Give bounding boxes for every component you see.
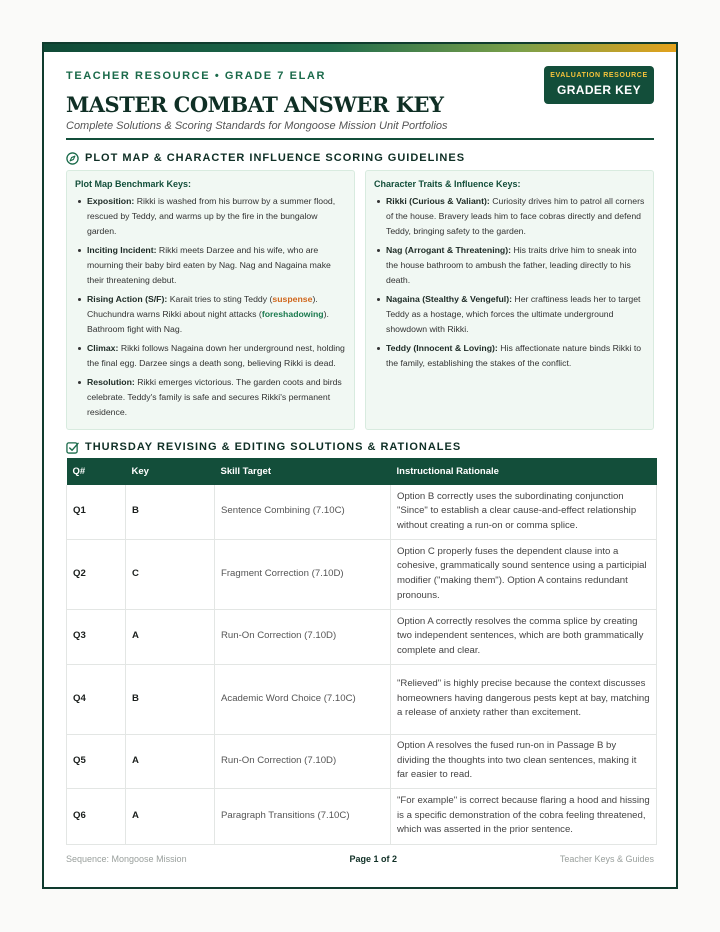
section-plot-title: PLOT MAP & CHARACTER INFLUENCE SCORING GUIDELINES bbox=[85, 152, 466, 164]
col-header-q: Q# bbox=[67, 458, 126, 485]
header-eyebrow: TEACHER RESOURCE • GRADE 7 ELAR bbox=[66, 70, 327, 82]
suspense-highlight: suspense bbox=[272, 294, 313, 304]
col-header-rationale: Instructional Rationale bbox=[391, 458, 657, 485]
section-revising-heading bbox=[66, 439, 654, 455]
character-traits-box bbox=[365, 170, 654, 430]
scoring-guidelines bbox=[66, 170, 654, 430]
col-header-key: Key bbox=[126, 458, 215, 485]
section-plot-heading bbox=[66, 150, 654, 166]
trait-item-rikki: Rikki (Curious & Valiant): Curiosity drives him to patrol all corners of the house. Bravery leads him to face cobras directly and defend Teddy, bringing safety to the garden. bbox=[374, 194, 645, 239]
footer-page-number: Page 1 of 2 bbox=[349, 854, 398, 864]
table-header-row bbox=[67, 458, 657, 485]
table-row: Q6 A Paragraph Transitions (7.10C) "For example" is correct because flaring a hood and hissing is a specific demonstration of the cobra feeling threatened, which was asserted in the prior sentence. bbox=[67, 788, 657, 844]
document-page bbox=[42, 42, 678, 889]
trait-item-teddy: Teddy (Innocent & Loving): His affectionate nature binds Rikki to the family, establishing the stakes of the conflict. bbox=[374, 341, 645, 371]
compass-icon bbox=[66, 152, 79, 165]
trait-item-nagaina: Nagaina (Stealthy & Vengeful): Her craftiness leads her to target Teddy as a hostage, which forces the ultimate underground showdown with Rikki. bbox=[374, 292, 645, 337]
plot-item-resolution: Resolution: Rikki emerges victorious. The garden coots and birds celebrate. Teddy's family is safe and secures Rikki's permanent residence. bbox=[75, 375, 346, 420]
grader-key-badge bbox=[544, 66, 654, 104]
badge-caption: EVALUATION RESOURCE bbox=[550, 72, 648, 79]
trait-item-nag: Nag (Arrogant & Threatening): His traits drive him to sneak into the house bathroom to ambush the father, leading directly to his death. bbox=[374, 243, 645, 288]
plot-map-box bbox=[66, 170, 355, 430]
table-row: Q1 B Sentence Combining (7.10C) Option B correctly uses the subordinating conjunction "Since" to establish a clear cause-and-effect relationship without creating a run-on or comma splice. bbox=[67, 485, 657, 539]
page-title: MASTER COMBAT ANSWER KEY bbox=[66, 92, 444, 117]
table-row: Q3 A Run-On Correction (7.10D) Option A correctly resolves the comma splice by creating two independent sentences, which are both grammatically complete and clear. bbox=[67, 609, 657, 664]
table-row: Q2 C Fragment Correction (7.10D) Option C properly fuses the dependent clause into a cohesive, grammatically sound sentence using a participial modifier ("making them"). Option A contains redundant pronouns. bbox=[67, 539, 657, 609]
footer-guide-label: Teacher Keys & Guides bbox=[559, 854, 654, 864]
plot-item-climax: Climax: Rikki follows Nagaina down her underground nest, holding the final egg. Darzee sings a death song, believing Rikki is dead. bbox=[75, 341, 346, 371]
badge-label: GRADER KEY bbox=[556, 83, 641, 97]
section-revising-title: THURSDAY REVISING & EDITING SOLUTIONS & RATIONALES bbox=[85, 441, 462, 453]
plot-item-rising: Rising Action (S/F): Karait tries to sting Teddy (suspense). Chuchundra warns Rikki about night attacks (foreshadowing). Bathroom fight with Nag. bbox=[75, 292, 346, 337]
page-subtitle: Complete Solutions & Scoring Standards for Mongoose Mission Unit Portfolios bbox=[66, 120, 448, 132]
plot-map-title: Plot Map Benchmark Keys: bbox=[75, 179, 192, 189]
checkbox-icon bbox=[66, 441, 79, 454]
plot-item-exposition: Exposition: Rikki is washed from his burrow by a summer flood, rescued by Teddy, and warms up by the fire in the bungalow garden. bbox=[75, 194, 346, 239]
header-divider bbox=[66, 138, 654, 140]
footer-sequence: Sequence: Mongoose Mission bbox=[66, 854, 187, 864]
gradient-top-bar bbox=[44, 44, 676, 52]
col-header-skill: Skill Target bbox=[215, 458, 391, 485]
plot-item-inciting: Inciting Incident: Rikki meets Darzee and his wife, who are mourning their baby bird eaten by Nag. Nag and Nagaina make their threatening debut. bbox=[75, 243, 346, 288]
table-row: Q5 A Run-On Correction (7.10D) Option A resolves the fused run-on in Passage B by dividing the thoughts into two clean sentences, making it far easier to read. bbox=[67, 734, 657, 788]
solutions-table bbox=[66, 458, 657, 845]
table-row: Q4 B Academic Word Choice (7.10C) "Relieved" is highly precise because the context discusses homeowners having dangerous pests kept at bay, matching a release of anxiety rather than excitement. bbox=[67, 664, 657, 734]
foreshadowing-highlight: foreshadowing bbox=[261, 309, 324, 319]
character-traits-title: Character Traits & Influence Keys: bbox=[374, 179, 521, 189]
page-footer bbox=[66, 854, 654, 868]
